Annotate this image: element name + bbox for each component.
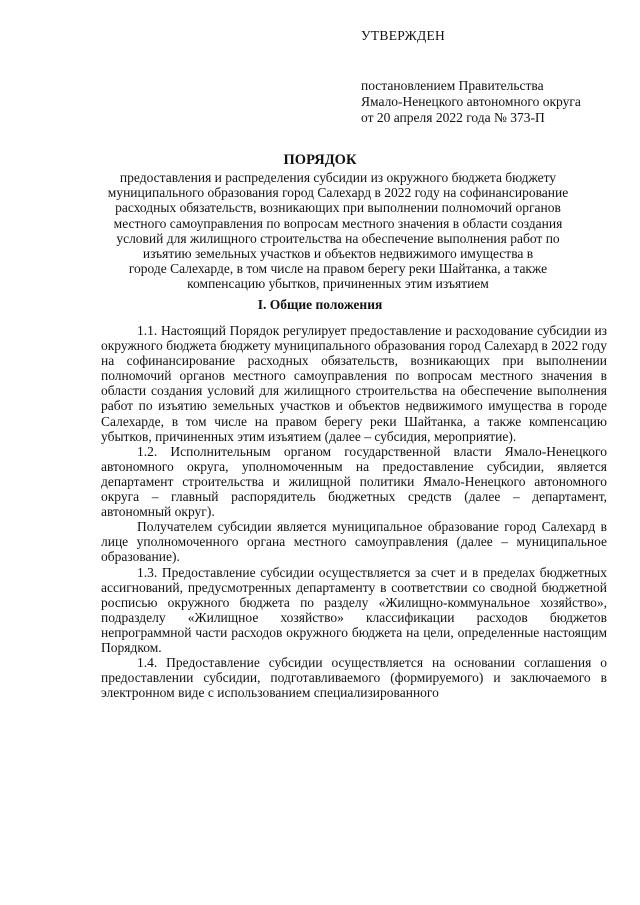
paragraph: 1.1. Настоящий Порядок регулирует предоставление и расходование субсидии из окружного бюджета бюджету муниципального образования город Салехард в 2022 году на софинансирование расходных обязательств, возникающих при выполнении полномочий органов местного самоуправления по вопросам местного значения в области создания условий для жилищного строительства на обеспечение выполнения работ по изъятию земельных участков и объектов недвижимого имущества в городе Салехарде, в том числе на правом берегу реки Шайтанка, а также компенсацию убытков, причиненных этим изъятием (далее – субсидия, мероприятие). [101,323,607,444]
paragraph: 1.2. Исполнительным органом государственной власти Ямало-Ненецкого автономного округа, уполномоченным на предоставление субсидии, является департамент строительства и жилищной политики Ямало-Ненецкого автономного округа – главный распорядитель бюджетных средств (далее – департамент, автономный округ). [101,443,607,520]
approval-heading: УТВЕРЖДЕН [361,28,446,43]
paragraph: 1.4. Предоставление субсидии осуществляется на основании соглашения о предоставлении субсидии, подготавливаемого (формируемого) и заключаемого в электронном виде с использованием специализированного [101,655,607,701]
paragraph: Получателем субсидии является муниципальное образование город Салехард в лице уполномоченного органа местного самоуправления (далее – муниципальное образование). [101,519,607,565]
subtitle-line: компенсацию убытков, причиненных этим изъятием [187,276,489,292]
approval-line: постановлением Правительства [361,78,544,93]
subtitle-line: предоставления и распределения субсидии из окружного бюджета бюджету [119,170,557,185]
document-body [101,323,607,700]
section-heading: I. Общие положения [257,297,383,312]
subtitle-line: изъятию земельных участков и объектов недвижимого имущества в [142,246,534,262]
subtitle-line: городе Салехарде, в том числе на правом берегу реки Шайтанка, а также [128,261,548,277]
document-subtitle [88,170,588,292]
document-title: ПОРЯДОК [283,152,357,168]
approval-line: от 20 апреля 2022 года № 373-П [361,110,545,125]
subtitle-line: расходных обязательств, возникающих при выполнении полномочий органов [115,200,561,216]
subtitle-line: муниципального образования город Салехард в 2022 году на софинансирование [107,185,569,201]
approval-block [361,28,621,126]
subtitle-line: условий для жилищного строительства на обеспечение выполнения работ по [116,230,560,246]
subtitle-line: местного самоуправления по вопросам местного значения в области создания [113,215,563,231]
approval-line: Ямало-Ненецкого автономного округа [361,94,581,109]
paragraph: 1.3. Предоставление субсидии осуществляется за счет и в пределах бюджетных ассигнований, предусмотренных департаменту в соответствии со сводной бюджетной росписью окружного бюджета по разделу «Жилищно-коммунальное хозяйство», подразделу «Жилищное хозяйство» классификации расходов бюджетов непрограммной части расходов окружного бюджета на цели, определенные настоящим Порядком. [101,564,607,655]
